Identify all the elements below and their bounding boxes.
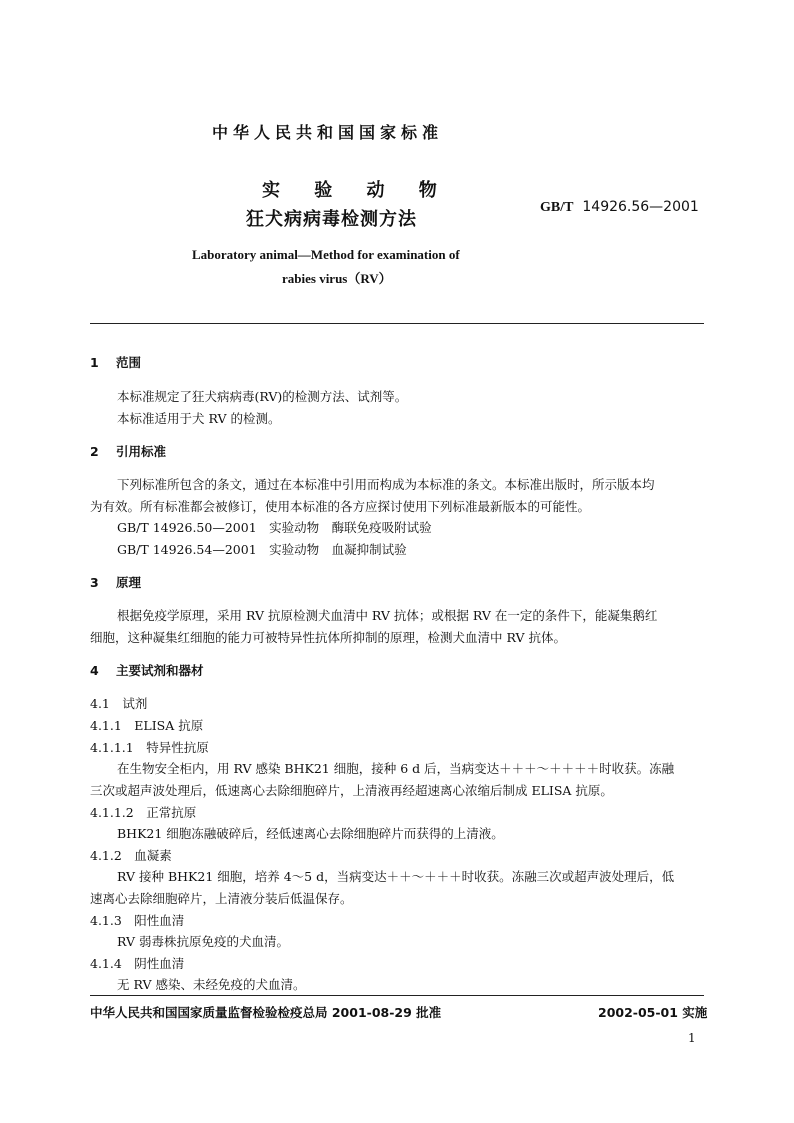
title-english-line1: Laboratory animal—Method for examination of: [192, 247, 460, 262]
section-title: 主要试剂和器材: [116, 663, 204, 678]
title-english-line2: rabies virus（RV）: [282, 271, 392, 286]
reference-item: GB/T 14926.54—2001 实验动物 血凝抑制试验: [117, 542, 407, 557]
issuing-authority: 中华人民共和国国家标准: [212, 123, 444, 142]
section-number: 2: [90, 444, 99, 459]
paragraph: 细胞，这种凝集红细胞的能力可被特异性抗体所抑制的原理，检测犬血清中 RV 抗体。: [90, 630, 566, 645]
reference-item: GB/T 14926.50—2001 实验动物 酶联免疫吸附试验: [117, 520, 432, 535]
subsection-heading: 4.1.1.1 特异性抗原: [90, 740, 209, 755]
paragraph: RV 弱毒株抗原免疫的犬血清。: [117, 934, 289, 949]
implementation-date: 2002-05-01 实施: [598, 1005, 708, 1020]
paragraph: 在生物安全柜内，用 RV 感染 BHK21 细胞，接种 6 d 后，当病变达＋＋＋～＋＋＋＋时收获。冻融: [117, 761, 675, 776]
section-heading-reagents: [90, 661, 204, 679]
section-title: 原理: [116, 575, 142, 590]
standard-code-number: 14926.56—2001: [582, 199, 699, 215]
standard-code-prefix: GB/T: [540, 200, 574, 215]
paragraph: 为有效。所有标准都会被修订，使用本标准的各方应探讨使用下列标准最新版本的可能性。: [90, 499, 591, 514]
paragraph: 速离心去除细胞碎片，上清液分装后低温保存。: [90, 891, 353, 906]
section-number: 3: [90, 575, 99, 590]
paragraph: 无 RV 感染、未经免疫的犬血清。: [117, 977, 306, 992]
subsection-heading: 4.1.3 阳性血清: [90, 913, 185, 928]
section-number: 4: [90, 663, 99, 678]
subsection-heading: 4.1.1.2 正常抗原: [90, 805, 197, 820]
section-title: 范围: [116, 355, 142, 370]
section-heading-principle: [90, 573, 141, 591]
paragraph: 根据免疫学原理，采用 RV 抗原检测犬血清中 RV 抗体；或根据 RV 在一定的条件下，能凝集鹅红: [117, 608, 658, 623]
paragraph: 下列标准所包含的条文，通过在本标准中引用而构成为本标准的条文。本标准出版时，所示版本均: [117, 477, 655, 492]
section-title: 引用标准: [116, 444, 167, 459]
page-number: 1: [688, 1031, 696, 1045]
title-chinese-line2: 狂犬病病毒检测方法: [246, 209, 417, 230]
section-heading-scope: [90, 353, 141, 371]
paragraph: BHK21 细胞冻融破碎后，经低速离心去除细胞碎片而获得的上清液。: [117, 826, 504, 841]
paragraph: RV 接种 BHK21 细胞，培养 4～5 d，当病变达＋＋～＋＋＋时收获。冻融三次或超声波处理后，低: [117, 869, 675, 884]
subsection-heading: 4.1.2 血凝素: [90, 848, 172, 863]
section-number: 1: [90, 355, 99, 370]
section-heading-references: [90, 442, 166, 460]
title-chinese-line1: 实 验 动 物: [262, 180, 451, 201]
footer-divider: [90, 995, 704, 996]
approval-statement: 中华人民共和国国家质量监督检验检疫总局 2001-08-29 批准: [90, 1005, 442, 1020]
paragraph: 三次或超声波处理后，低速离心去除细胞碎片，上清液再经超速离心浓缩后制成 ELISA 抗原。: [90, 783, 613, 798]
header-divider: [90, 323, 704, 324]
subsection-heading: 4.1.4 阴性血清: [90, 956, 185, 971]
subsection-heading: 4.1.1 ELISA 抗原: [90, 718, 204, 733]
paragraph: 本标准适用于犬 RV 的检测。: [117, 411, 281, 426]
standard-code: [540, 199, 699, 216]
subsection-heading: 4.1 试剂: [90, 696, 148, 711]
paragraph: 本标准规定了狂犬病病毒(RV)的检测方法、试剂等。: [117, 389, 408, 404]
